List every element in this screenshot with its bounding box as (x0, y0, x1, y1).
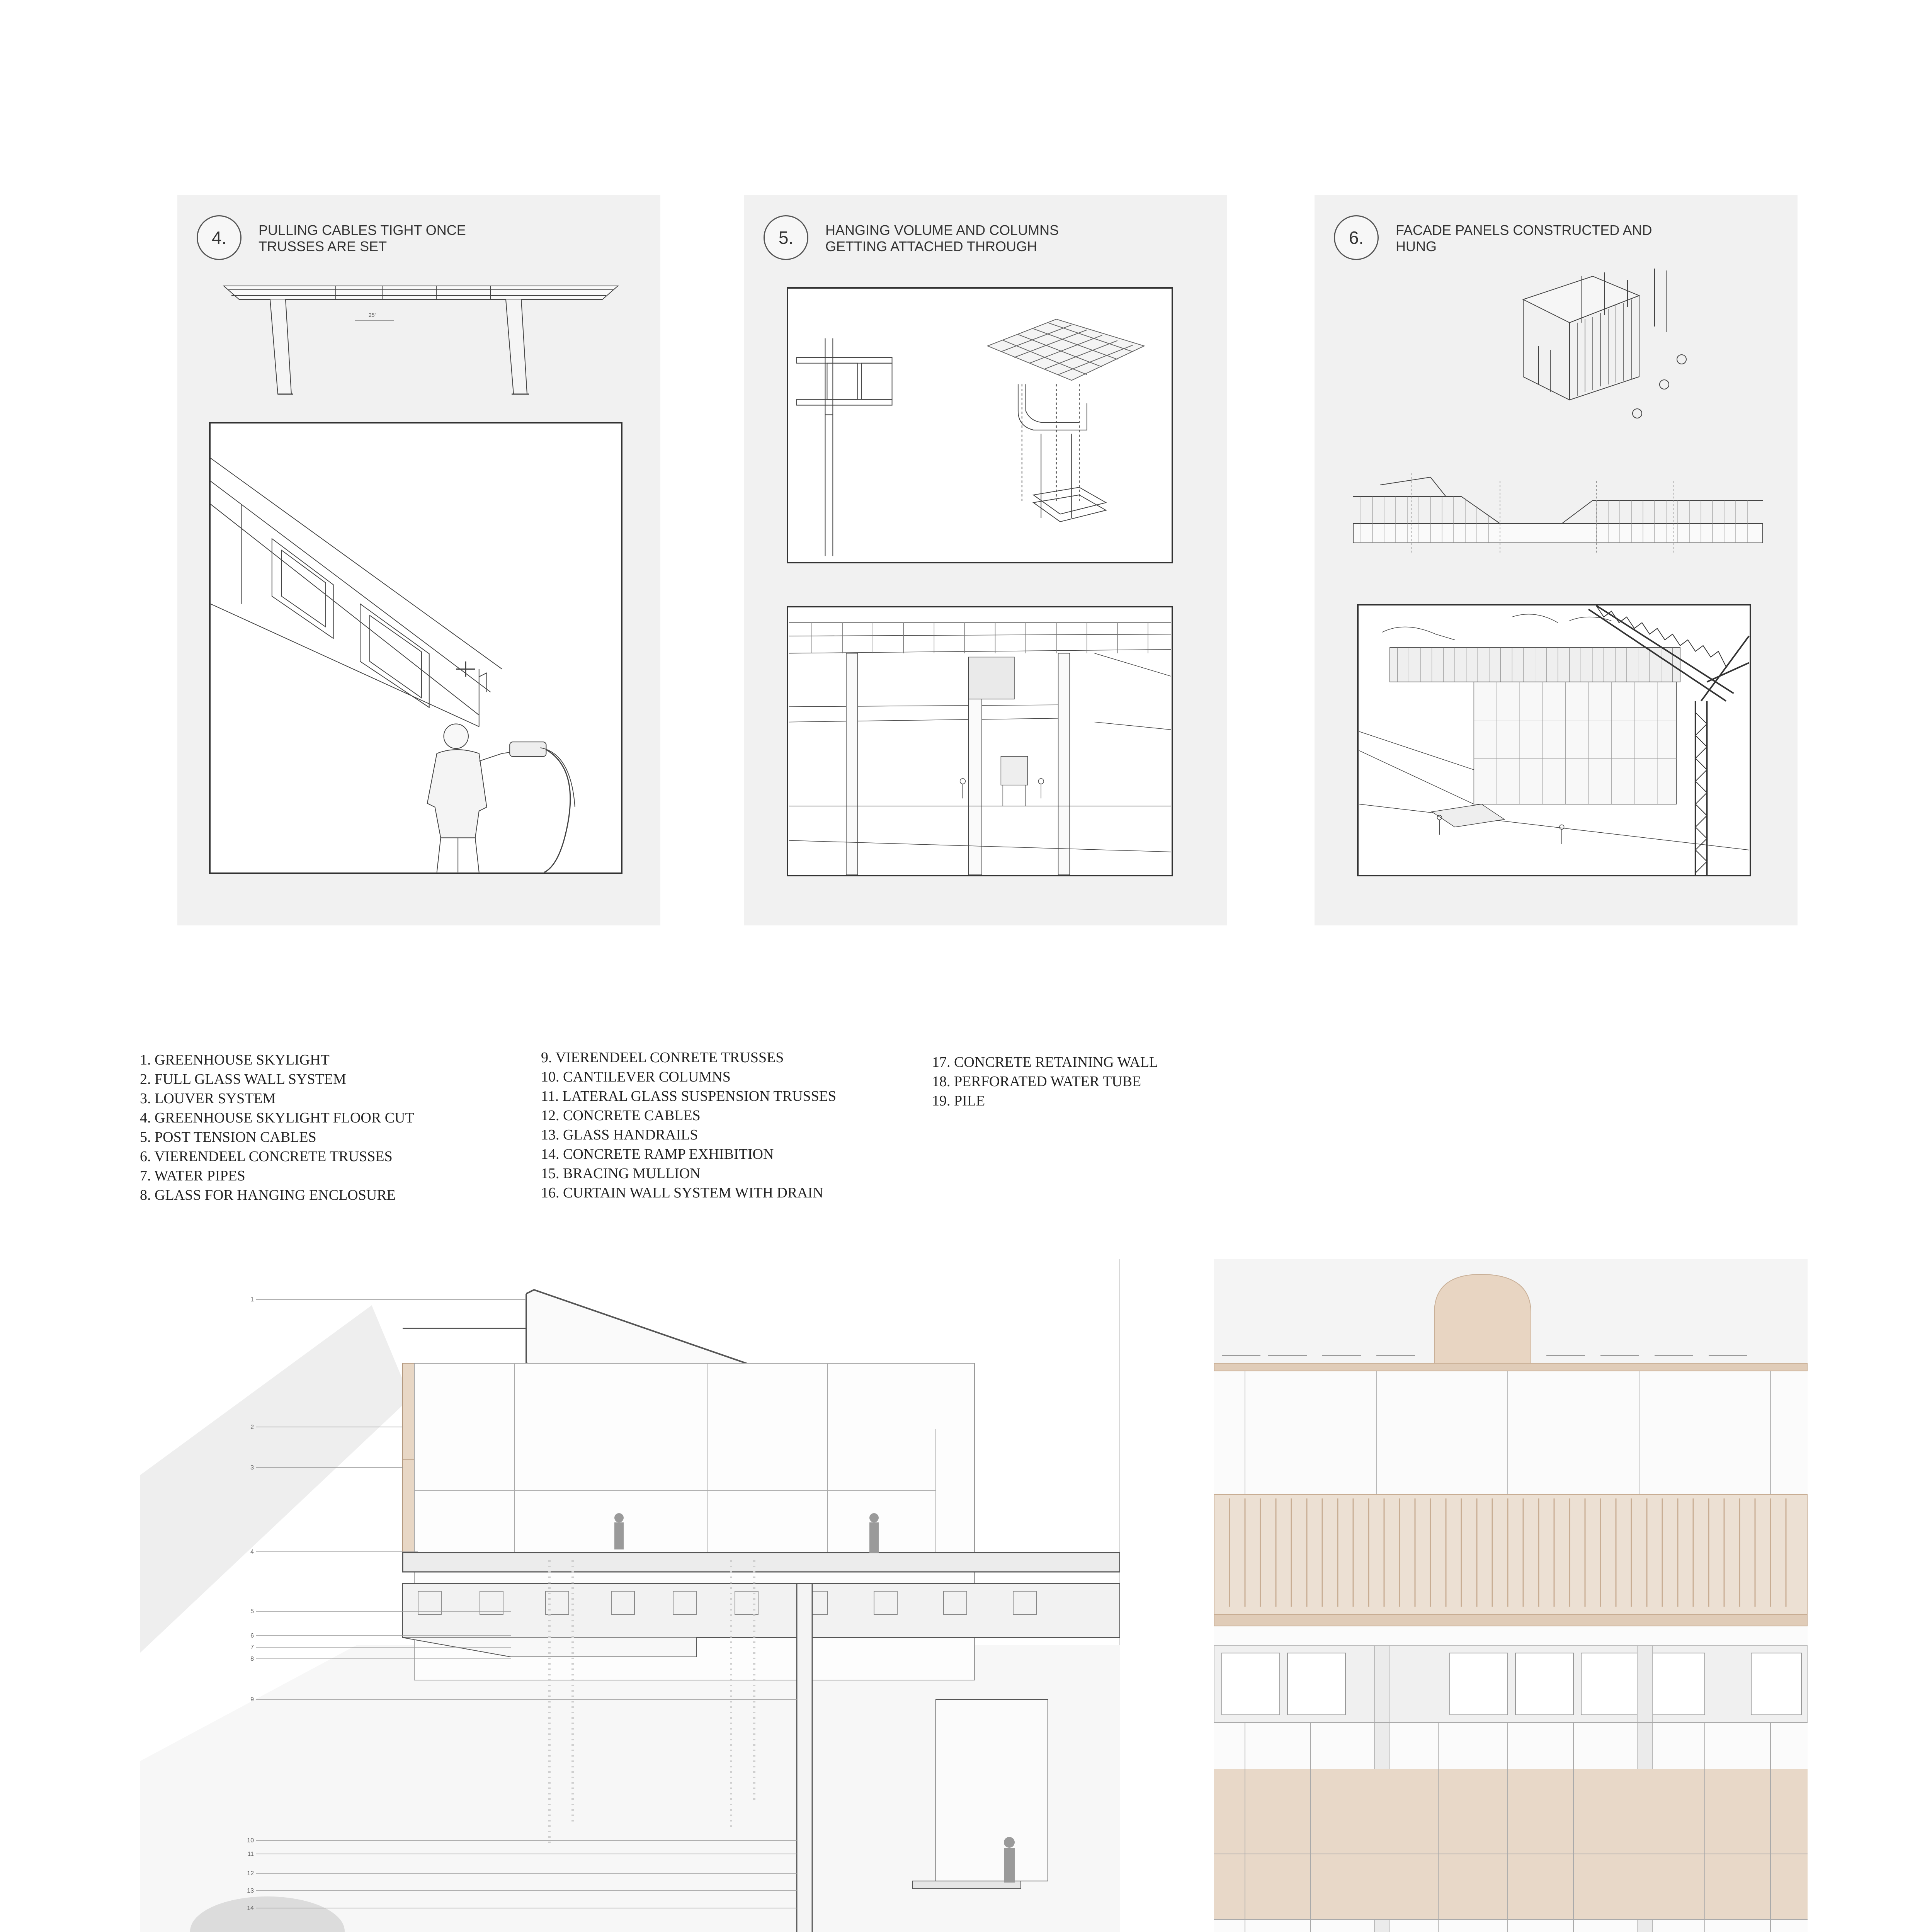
legend-item: 5. POST TENSION CABLES (140, 1129, 316, 1145)
legend-item: 9. VIERENDEEL CONRETE TRUSSES (541, 1049, 784, 1066)
interior-construction-perspective (787, 606, 1173, 876)
section-callout: 4 (250, 1549, 254, 1555)
legend-item: 3. LOUVER SYSTEM (140, 1090, 276, 1107)
section-callout: 1 (250, 1296, 254, 1303)
step-number-badge: 4. (197, 215, 242, 260)
legend-item: 15. BRACING MULLION (541, 1165, 701, 1182)
step-panel-4 (177, 195, 660, 925)
legend-item: 12. CONCRETE CABLES (541, 1107, 701, 1124)
facade-panel-elevation (1345, 458, 1774, 558)
section-callout: 14 (247, 1905, 254, 1912)
building-section-drawing (140, 1259, 1120, 1932)
legend-item: 16. CURTAIN WALL SYSTEM WITH DRAIN (541, 1185, 823, 1201)
legend-item: 18. PERFORATED WATER TUBE (932, 1073, 1141, 1090)
legend-item: 14. CONCRETE RAMP EXHIBITION (541, 1146, 774, 1162)
step-number-badge: 5. (764, 215, 808, 260)
section-callout: 2 (250, 1424, 254, 1430)
legend-column-3 (932, 1053, 1158, 1111)
legend-item: 6. VIERENDEEL CONCRETE TRUSSES (140, 1148, 393, 1165)
legend-item: 13. GLASS HANDRAILS (541, 1127, 698, 1143)
section-callout: 3 (250, 1464, 254, 1471)
building-elevation-drawing (1214, 1259, 1808, 1932)
section-callout: 9 (250, 1696, 254, 1703)
legend-item: 2. FULL GLASS WALL SYSTEM (140, 1071, 346, 1087)
legend-column-2 (541, 1048, 836, 1202)
legend-item: 10. CANTILEVER COLUMNS (541, 1069, 731, 1085)
section-callout: 11 (247, 1851, 254, 1857)
legend-item: 4. GREENHOUSE SKYLIGHT FLOOR CUT (140, 1110, 414, 1126)
step-title: PULLING CABLES TIGHT ONCE TRUSSES ARE SET (259, 222, 466, 254)
crane-facade-hanging-perspective (1357, 604, 1751, 876)
legend-column-1 (140, 1050, 414, 1205)
legend-item: 11. LATERAL GLASS SUSPENSION TRUSSES (541, 1088, 837, 1104)
section-callout: 6 (250, 1633, 254, 1639)
section-callout: 7 (250, 1644, 254, 1651)
legend-item: 17. CONCRETE RETAINING WALL (932, 1054, 1158, 1070)
step-panel-6 (1315, 195, 1798, 925)
hanging-volume-diagram (787, 287, 1173, 563)
span-dimension: 25' (369, 312, 376, 318)
section-callout: 13 (247, 1888, 254, 1894)
step-title: FACADE PANELS CONSTRUCTED AND HUNG (1396, 222, 1652, 254)
legend-item: 7. WATER PIPES (140, 1168, 245, 1184)
worker-pulling-cables-illustration (209, 422, 622, 874)
step-panel-5 (744, 195, 1227, 925)
legend-item: 8. GLASS FOR HANGING ENCLOSURE (140, 1187, 396, 1203)
section-callout: 8 (250, 1656, 254, 1662)
legend-item: 1. GREENHOUSE SKYLIGHT (140, 1052, 330, 1068)
section-callout: 10 (247, 1837, 254, 1844)
section-callout: 5 (250, 1608, 254, 1615)
legend-item: 19. PILE (932, 1093, 985, 1109)
step-title: HANGING VOLUME AND COLUMNS GETTING ATTACHED THROUGH (825, 222, 1059, 254)
step-number-badge: 6. (1334, 215, 1379, 260)
section-callout: 12 (247, 1870, 254, 1877)
facade-panel-axon (1500, 269, 1701, 454)
truss-elevation-drawing (220, 278, 622, 406)
